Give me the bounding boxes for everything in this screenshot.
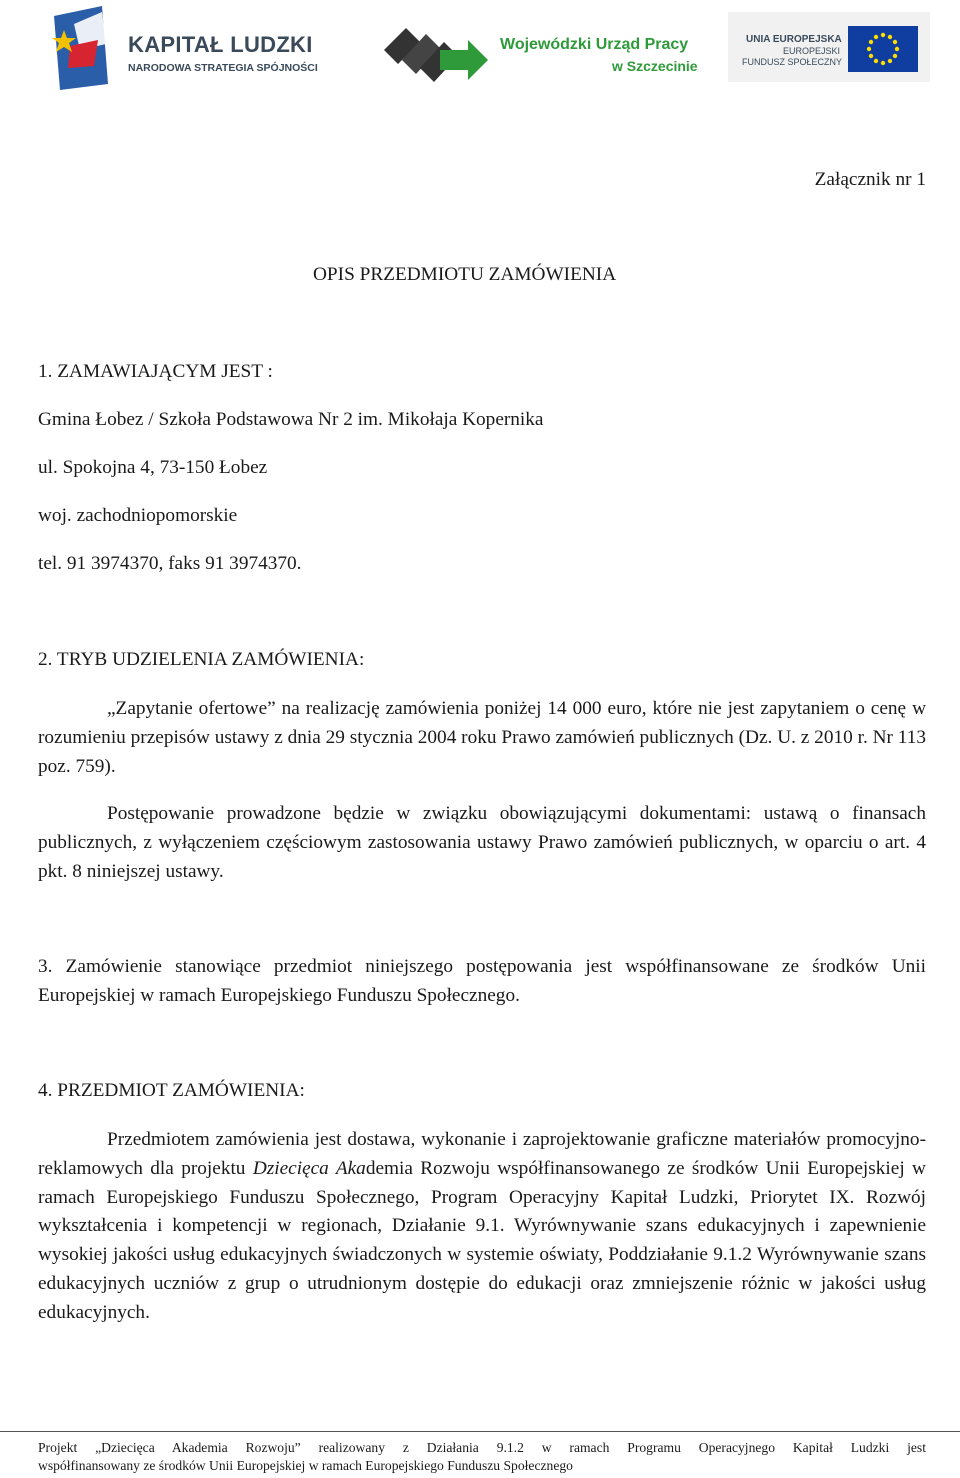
buyer-name: Gmina Łobez / Szkoła Podstawowa Nr 2 im. Mikołaja Kopernika	[38, 409, 544, 430]
wup-logo	[384, 20, 704, 82]
section-4-text-after: demia Rozwoju współfinansowanego ze środków Unii Europejskiej w ramach Europejskiego Funduszu Społecznego, Program Operacyjny Kapitał Ludzki, Priorytet IX. Rozwój wykształcenia i kompetencji w regionach, Działanie 9.1. Wyrównywanie szans edukacyjnych i zapewnienie wysokiej jakości usług edukacyjnych świadczonych w systemie oświaty, Poddziałanie 9.1.2 Wyrównywanie szans edukacyjnych uczniów z grup o utrudnionym dostępie do edukacji oraz zmniejszenie różnic w jakości usług edukacyjnych.	[38, 1157, 926, 1323]
eu-logo	[728, 12, 930, 82]
project-name-italic: Dziecięca Aka	[252, 1157, 366, 1179]
wup-city: w Szczecinie	[612, 58, 698, 74]
eu-social-fund-label: FUNDUSZ SPOŁECZNY	[742, 57, 843, 67]
section-2-paragraph-2	[38, 800, 926, 886]
section-2-paragraph-2-text: Postępowanie prowadzone będzie w związku obowiązującymi dokumentami: ustawą o finansach publicznych, z wyłączeniem częściowym zastosowania ustawy Prawo zamówień publicznych, w oparciu o art. 4 pkt. 8 niniejszej ustawy.	[38, 803, 926, 882]
section-4-paragraph	[38, 1126, 926, 1328]
wup-arrow-icon	[384, 20, 488, 82]
header-logos	[0, 0, 960, 100]
footer-divider	[0, 1431, 960, 1432]
buyer-address: ul. Spokojna 4, 73-150 Łobez	[38, 457, 268, 478]
section-3-paragraph: 3. Zamówienie stanowiące przedmiot niniejszego postępowania jest współfinansowane ze środków Unii Europejskiej w ramach Europejskiego Funduszu Społecznego.	[38, 956, 926, 1006]
footer-line-2: współfinansowany ze środków Unii Europejskiej w ramach Europejskiego Funduszu Społecznego	[38, 1458, 573, 1473]
document-title: OPIS PRZEDMIOTU ZAMÓWIENIA	[313, 264, 617, 285]
section-2-heading: 2. TRYB UDZIELENIA ZAMÓWIENIA:	[38, 649, 365, 670]
eu-fund-label: EUROPEJSKI	[783, 46, 841, 56]
kapital-ludzki-subtitle: NARODOWA STRATEGIA SPÓJNOŚCI	[128, 62, 318, 74]
kapital-ludzki-flag-icon	[50, 6, 112, 90]
eu-flag-icon	[848, 26, 918, 72]
wup-name: Wojewódzki Urząd Pracy	[500, 36, 689, 53]
buyer-phone: tel. 91 3974370, faks 91 3974370.	[38, 553, 302, 574]
section-2-paragraph-1	[38, 695, 926, 781]
eu-union-label: UNIA EUROPEJSKA	[746, 34, 842, 45]
kapital-ludzki-title: KAPITAŁ LUDZKI	[128, 32, 313, 57]
section-4-heading: 4. PRZEDMIOT ZAMÓWIENIA:	[38, 1080, 305, 1101]
attachment-label: Załącznik nr 1	[814, 169, 926, 190]
footer-line-1: Projekt „Dziecięca Akademia Rozwoju” realizowany z Działania 9.1.2 w ramach Programu Operacyjnego Kapitał Ludzki jest	[38, 1440, 926, 1455]
section-2-paragraph-1-text: „Zapytanie ofertowe” na realizację zamówienia poniżej 14 000 euro, które nie jest zapytaniem o cenę w rozumieniu przepisów ustawy z dnia 29 stycznia 2004 roku Prawo zamówień publicznych (Dz. U. z 2010 r. Nr 113 poz. 759).	[38, 698, 926, 777]
section-4-text-before: Przedmiotem zamówienia jest dostawa, wykonanie i zaprojektowanie graficzne materiałów promocyjno- reklamowych dla projektu	[38, 1129, 926, 1179]
buyer-region: woj. zachodniopomorskie	[38, 505, 238, 526]
kapital-ludzki-logo	[50, 6, 340, 90]
section-1-heading: 1. ZAMAWIAJĄCYM JEST :	[38, 361, 273, 382]
